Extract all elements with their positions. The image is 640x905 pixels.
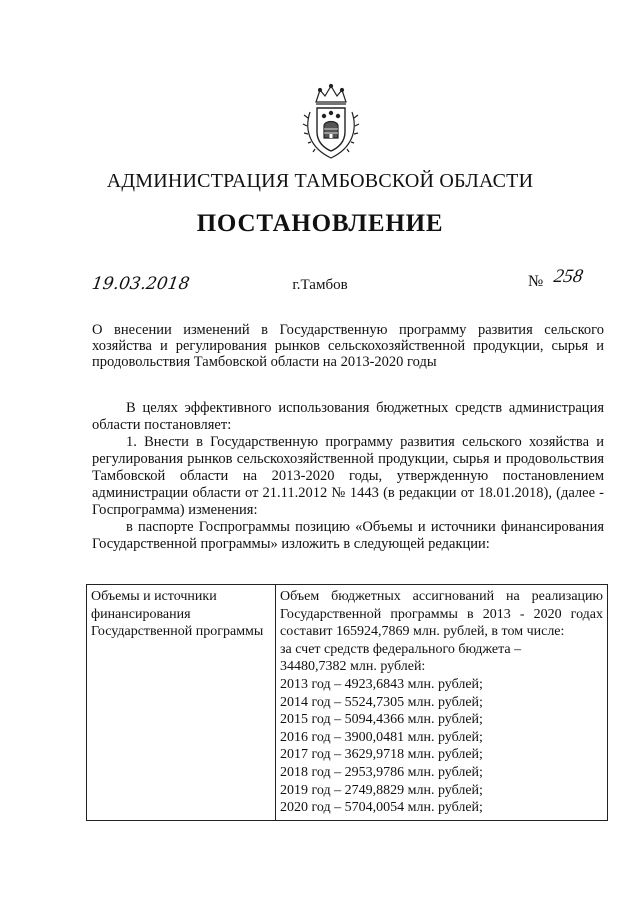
year-line: 2018 год – 2953,9786 млн. рублей; <box>280 764 483 780</box>
document-type-title: ПОСТАНОВЛЕНИЕ <box>196 210 444 237</box>
table-cell-label: Объемы и источники финансирования Государственной программы <box>87 585 276 821</box>
funding-intro: Объем бюджетных ассигнований на реализацию Государственной программы в 2013 - 2020 годах составит 165924,7869 млн. рублей, в том числе: <box>280 589 603 640</box>
table-cell-value <box>276 585 608 821</box>
body-paragraph-preamble: В целях эффективного использования бюджетных средств администрация области постановляет: <box>92 400 604 433</box>
number-label: № <box>528 273 544 290</box>
year-line: 2013 год – 4923,6843 млн. рублей; <box>280 676 483 692</box>
federal-budget-total: 34480,7382 млн. рублей: <box>280 659 426 675</box>
document-subject: О внесении изменений в Государственную программу развития сельского хозяйства и регулирования рынков сельскохозяйственной продукции, сырья и продовольствия Тамбовской области на 2013-2020 годы <box>92 322 604 370</box>
year-line: 2016 год – 3900,0481 млн. рублей; <box>280 729 483 745</box>
handwritten-number: 258 <box>552 266 585 287</box>
handwritten-date: 19.03.2018 <box>90 274 191 294</box>
organization-name: АДМИНИСТРАЦИЯ ТАМБОВСКОЙ ОБЛАСТИ <box>106 170 534 192</box>
body-paragraph-item-1: 1. Внести в Государственную программу развития сельского хозяйства и регулирования рынков сельскохозяйственной продукции, сырья и продовольствия Тамбовской области на 2013-2020 годы, утвержденную постановлением администрации области от 21.11.2012 № 1443 (в редакции от 18.01.2018), (далее - Госпрограмма) изменения: <box>92 434 604 518</box>
year-line: 2014 год – 5524,7305 млн. рублей; <box>280 694 483 710</box>
coat-of-arms-icon <box>300 82 362 162</box>
federal-budget-heading: за счет средств федерального бюджета – <box>280 641 522 657</box>
body-paragraph-passport: в паспорте Госпрограммы позицию «Объемы и источники финансирования Государственной программы» изложить в следующей редакции: <box>92 519 604 552</box>
passport-table <box>86 584 608 821</box>
year-line: 2020 год – 5704,0054 млн. рублей; <box>280 800 483 816</box>
year-line: 2017 год – 3629,9718 млн. рублей; <box>280 747 483 763</box>
city: г.Тамбов <box>292 277 348 293</box>
table-row <box>87 585 608 821</box>
year-line: 2019 год – 2749,8829 млн. рублей; <box>280 782 483 798</box>
year-line: 2015 год – 5094,4366 млн. рублей; <box>280 712 483 728</box>
